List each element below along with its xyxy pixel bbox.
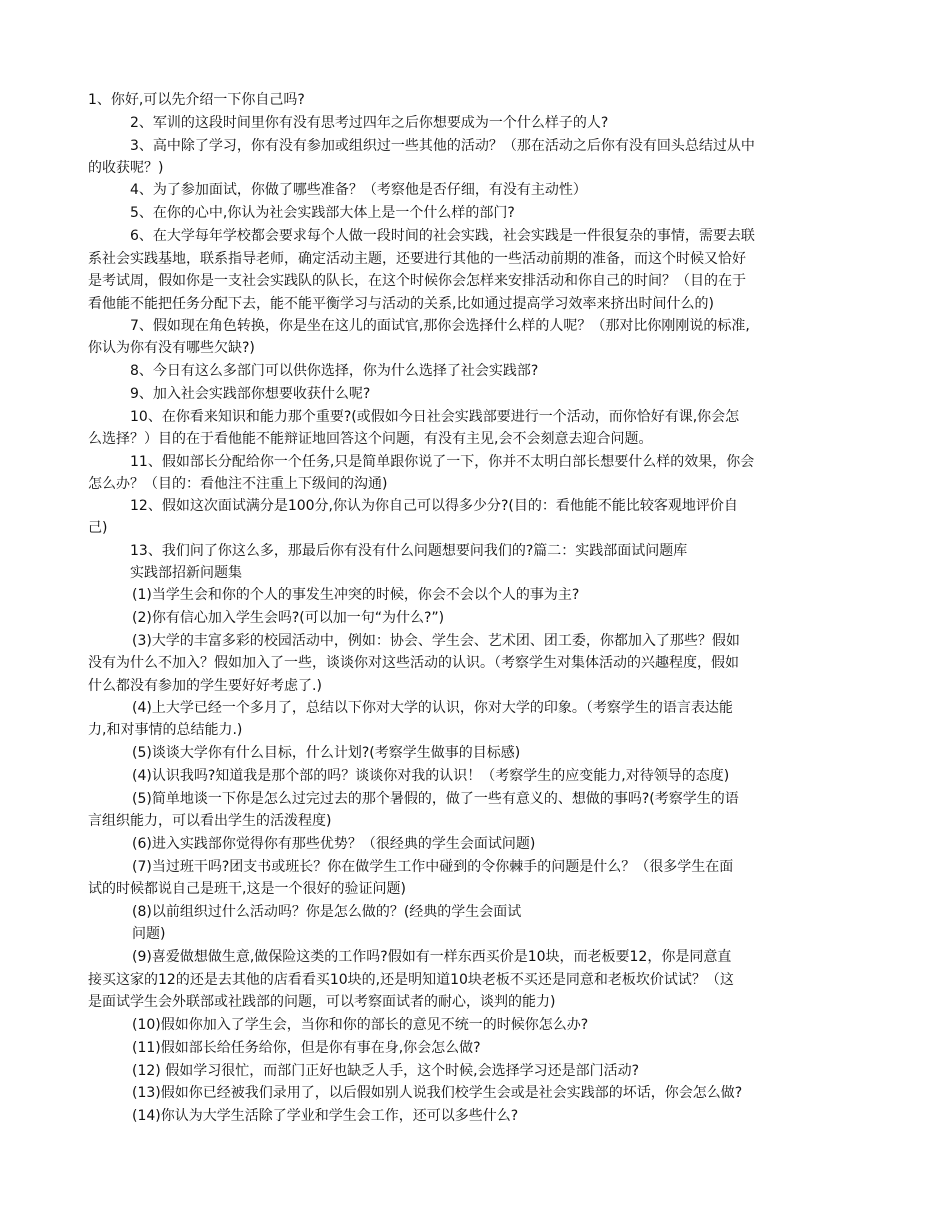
question-line: 是考试周，假如你是一支社会实践队的队长，在这个时候你会怎样来安排活动和你自己的时间？（目的在于 (88, 273, 746, 289)
question-line: 3、高中除了学习，你有没有参加或组织过一些其他的活动？（那在活动之后你有没有回头总结过从中 (130, 138, 755, 154)
question-line: (1)当学生会和你的个人的事发生冲突的时候，你会不会以个人的事为主? (132, 587, 580, 603)
question-line: (11)假如部长给任务给你，但是你有事在身,你会怎么做? (132, 1040, 481, 1056)
question-line: 没有为什么不加入？假如加入了一些，谈谈你对这些活动的认识。（考察学生对集体活动的兴趣程度，假如 (88, 655, 739, 671)
question-line: 4、为了参加面试，你做了哪些准备？（考察他是否仔细，有没有主动性） (130, 182, 587, 198)
question-line: 问题) (132, 926, 166, 942)
question-line: 是面试学生会外联部或社践部的问题，可以考察面试者的耐心，谈判的能力) (88, 994, 556, 1010)
question-line: (4)认识我吗?知道我是那个部的吗？谈谈你对我的认识！（考察学生的应变能力,对待领导的态度) (132, 768, 730, 784)
question-line: (2)你有信心加入学生会吗?(可以加一句“为什么?”) (132, 610, 445, 626)
section-heading: 实践部招新问题集 (130, 565, 242, 581)
question-line: 8、今日有这么多部门可以供你选择，你为什么选择了社会实践部? (130, 363, 539, 379)
question-line: (13)假如你已经被我们录用了，以后假如别人说我们校学生会或是社会实践部的坏话，你会怎么做? (132, 1085, 743, 1101)
question-line: 的收获呢？) (88, 160, 164, 176)
question-line: 13、我们问了你这么多，那最后你有没有什么问题想要问我们的?篇二：实践部面试问题库 (130, 543, 688, 559)
question-line: (4)上大学已经一个多月了，总结以下你对大学的认识，你对大学的印象。（考察学生的语言表达能 (132, 700, 733, 716)
question-line: (3)大学的丰富多彩的校园活动中，例如：协会、学生会、艺术团、团工委，你都加入了那些？假如 (132, 633, 740, 649)
question-line: 1、你好,可以先介绍一下你自己吗? (88, 92, 305, 108)
question-line: 6、在大学每年学校都会要求每个人做一段时间的社会实践，社会实践是一件很复杂的事情，需要去联 (130, 228, 755, 244)
question-line: 7、假如现在角色转换，你是坐在这儿的面试官,那你会选择什么样的人呢？（那对比你刚刚说的标准, (130, 318, 750, 334)
question-line: (5)谈谈大学你有什么目标，什么计划?(考察学生做事的目标感) (132, 745, 521, 761)
question-line: 己) (88, 520, 108, 536)
question-line: 11、假如部长分配给你一个任务,只是简单跟你说了一下，你并不太明白部长想要什么样的效果，你会 (130, 454, 755, 470)
question-line: 看他能不能把任务分配下去，能不能平衡学习与活动的关系,比如通过提高学习效率来挤出时间什么的) (88, 296, 714, 312)
question-line: 怎么办？（目的：看他注不注重上下级间的沟通) (88, 476, 388, 492)
question-line: 9、加入社会实践部你想要收获什么呢? (130, 386, 371, 402)
question-line: (14)你认为大学生活除了学业和学生会工作，还可以多些什么? (132, 1108, 519, 1124)
question-line: 什么都没有参加的学生要好好考虑了.) (88, 678, 322, 694)
question-line: 么选择？）目的在于看他能不能辩证地回答这个问题，有没有主见,会不会刻意去迎合问题。 (88, 431, 653, 447)
question-line: 接买这家的12的还是去其他的店看看买10块的,还是明知道10块老板不买还是同意和老板坎价试试？（这 (88, 972, 734, 988)
question-line: (5)简单地谈一下你是怎么过完过去的那个暑假的，做了一些有意义的、想做的事吗?(考察学生的语 (132, 791, 739, 807)
question-line: 言组织能力，可以看出学生的活泼程度) (88, 813, 332, 829)
question-line: 12、假如这次面试满分是100分,你认为你自己可以得多少分?(目的：看他能不能比较客观地评价自 (130, 498, 738, 514)
question-line: 系社会实践基地，联系指导老师，确定活动主题，还要进行其他的一些活动前期的准备，而这个时候又恰好 (88, 251, 746, 267)
question-line: (7)当过班干吗?团支书或班长？你在做学生工作中碰到的令你棘手的问题是什么？（很多学生在面 (132, 859, 734, 875)
question-line: 你认为你有没有哪些欠缺?) (88, 340, 255, 356)
question-line: (10)假如你加入了学生会，当你和你的部长的意见不统一的时候你怎么办? (132, 1017, 589, 1033)
question-line: 试的时候都说自己是班干,这是一个很好的验证问题) (88, 881, 406, 897)
question-line: 力,和对事情的总结能力.) (88, 722, 243, 738)
question-line: (9)喜爱做想做生意,做保险这类的工作吗?假如有一样东西买价是10块，而老板要12，你是同意直 (132, 949, 732, 965)
question-line: 2、军训的这段时间里你有没有思考过四年之后你想要成为一个什么样子的人? (130, 115, 609, 131)
question-line: (8)以前组织过什么活动吗？你是怎么做的？(经典的学生会面试 (132, 904, 522, 920)
question-line: (6)进入实践部你觉得你有那些优势？（很经典的学生会面试问题) (132, 836, 536, 852)
question-line: (12) 假如学习很忙，而部门正好也缺乏人手，这个时候,会选择学习还是部门活动? (132, 1063, 640, 1079)
question-line: 5、在你的心中,你认为社会实践部大体上是一个什么样的部门? (130, 205, 515, 221)
question-line: 10、在你看来知识和能力那个重要?(或假如今日社会实践部要进行一个活动，而你恰好有课,你会怎 (130, 409, 740, 425)
